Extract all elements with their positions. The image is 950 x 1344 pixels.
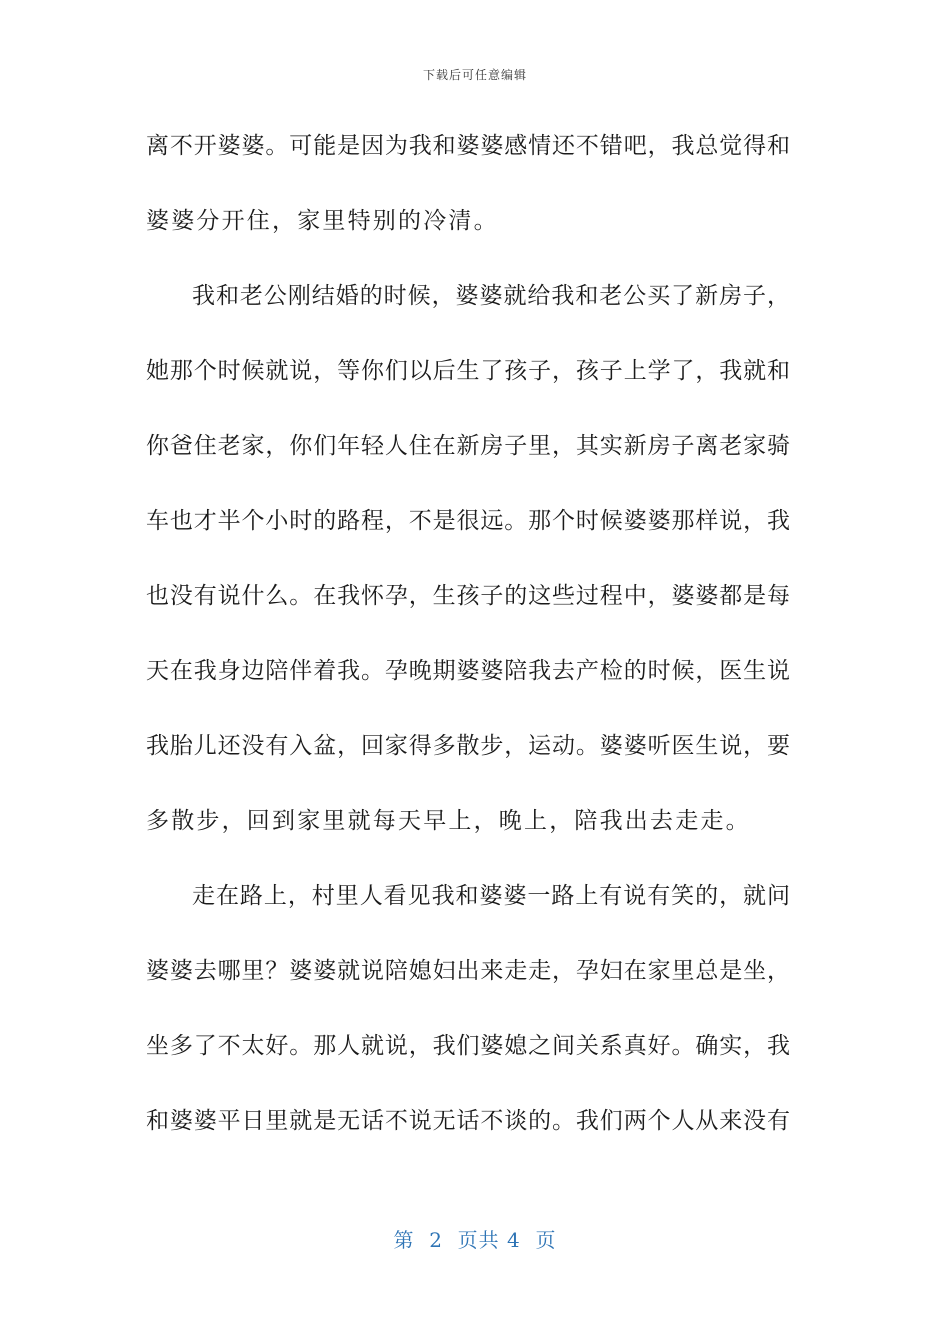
text-line: 和婆婆平日里就是无话不说无话不谈的。我们两个人从来没有 — [146, 1108, 790, 1134]
paragraph-first-line: 我和老公刚结婚的时候，婆婆就给我和老公买了新房子， — [192, 283, 790, 309]
page-number: 第 2 页共 4 页 — [393, 1228, 557, 1252]
text-line: 婆婆去哪里？婆婆就说陪媳妇出来走走，孕妇在家里总是坐， — [146, 958, 790, 984]
text-line: 婆婆分开住，家里特别的冷清。 — [146, 208, 499, 234]
text-line: 她那个时候就说，等你们以后生了孩子，孩子上学了，我就和 — [146, 358, 790, 384]
text-line: 天在我身边陪伴着我。孕晚期婆婆陪我去产检的时候，医生说 — [146, 658, 790, 684]
paragraph-first-line: 走在路上，村里人看见我和婆婆一路上有说有笑的，就问 — [192, 883, 790, 909]
text-line: 你爸住老家，你们年轻人住在新房子里，其实新房子离老家骑 — [146, 433, 790, 459]
header-note: 下载后可任意编辑 — [422, 68, 527, 82]
text-line: 离不开婆婆。可能是因为我和婆婆感情还不错吧，我总觉得和 — [146, 133, 790, 159]
text-line: 也没有说什么。在我怀孕，生孩子的这些过程中，婆婆都是每 — [146, 583, 790, 609]
document-body — [146, 124, 790, 1174]
text-line: 车也才半个小时的路程，不是很远。那个时候婆婆那样说，我 — [146, 508, 790, 534]
text-line: 坐多了不太好。那人就说，我们婆媳之间关系真好。确实，我 — [146, 1033, 790, 1059]
text-line: 多散步，回到家里就每天早上，晚上，陪我出去走走。 — [146, 808, 751, 834]
text-line: 我胎儿还没有入盆，回家得多散步，运动。婆婆听医生说，要 — [146, 733, 790, 759]
